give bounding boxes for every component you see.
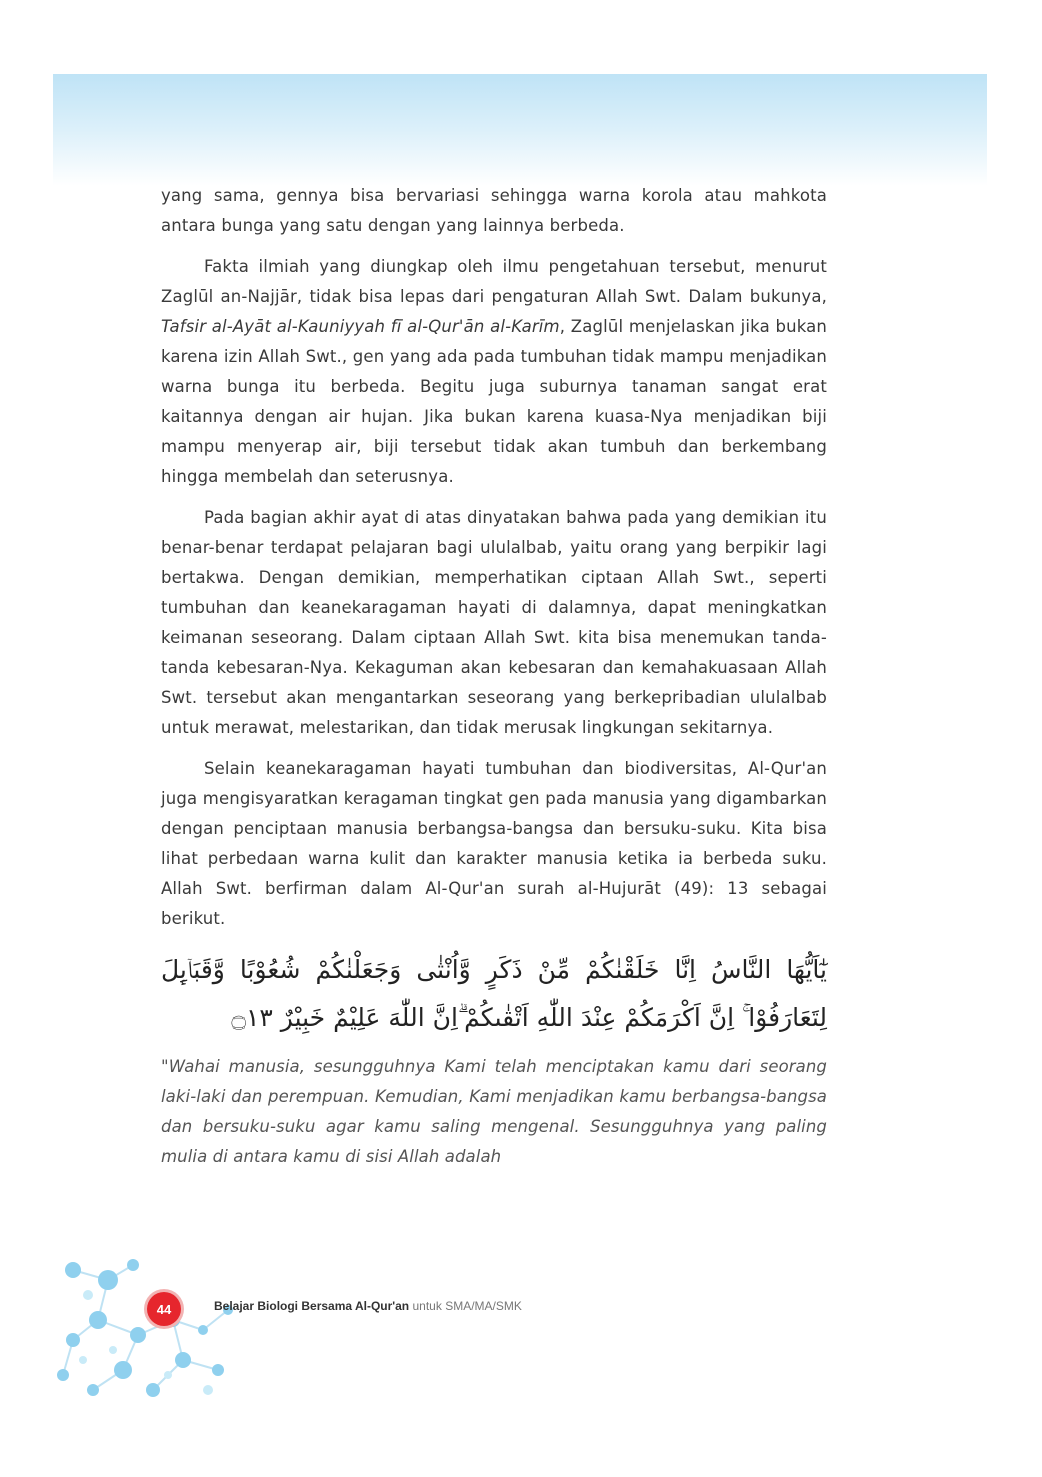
paragraph-2-start: Fakta ilmiah yang diungkap oleh ilmu pengetahuan tersebut, menurut Zaglūl an-Najjār, tidak bisa lepas dari pengaturan Allah Swt. Dalam bukunya,: [161, 257, 827, 306]
paragraph-4: Selain keanekaragaman hayati tumbuhan dan biodiversitas, Al-Qur'an juga mengisyaratkan keragaman tingkat gen pada manusia yang digambarkan dengan penciptaan manusia berbangsa-bangsa dan bersuku-suku. Kita bisa lihat perbedaan warna kulit dan karakter manusia ketika ia berbeda suku. Allah Swt. berfirman dalam Al-Qur'an surah al-Hujurāt (49): 13 sebagai berikut.: [161, 759, 827, 928]
paragraph-2: [161, 252, 827, 492]
footer-audience: SMA/MA/SMK: [445, 1299, 522, 1313]
molecule-decoration-icon: [53, 1250, 253, 1410]
quran-verse-arabic: يٰٓاَيُّهَا النَّاسُ اِنَّا خَلَقْنٰكُمْ مِّنْ ذَكَرٍ وَّاُنْثٰى وَجَعَلْنٰكُمْ شُعُوْبًا وَّقَبَاۤىِٕلَ لِتَعَارَفُوْا ۚ اِنَّ اَكْرَمَكُمْ عِنْدَ اللّٰهِ اَتْقٰىكُمْ ۗاِنَّ اللّٰهَ عَلِيْمٌ خَبِيْرٌ ۝١٣: [161, 955, 827, 1032]
header-gradient-band: [53, 74, 987, 186]
footer-running-title: [214, 1299, 522, 1313]
book-title-italic: Tafsir al-Ayāt al-Kauniyyah fī al-Qur'ān al-Karīm: [161, 317, 560, 336]
footer-book-title: Belajar Biologi Bersama Al-Qur'an: [214, 1299, 410, 1313]
verse-translation: "Wahai manusia, sesungguhnya Kami telah menciptakan kamu dari seorang laki-laki dan perempuan. Kemudian, Kami menjadikan kamu berbangsa-bangsa dan bersuku-suku agar kamu saling mengenal. Sesungguhnya yang paling mulia di antara kamu di sisi Allah adalah: [161, 1057, 827, 1166]
footer-audience-prefix: untuk: [412, 1299, 442, 1313]
page-number-badge: 44: [147, 1292, 181, 1326]
page-body: [161, 181, 827, 1183]
paragraph-3: Pada bagian akhir ayat di atas dinyatakan bahwa pada yang demikian itu benar-benar terdapat pelajaran bagi ululalbab, yaitu orang yang berpikir lagi bertakwa. Dengan demikian, memperhatikan ciptaan Allah Swt., seperti tumbuhan dan keanekaragaman hayati di dalamnya, dapat meningkatkan keimanan seseorang. Dalam ciptaan Allah Swt. kita bisa menemukan tanda-tanda kebesaran-Nya. Kekaguman akan kebesaran dan kemahakuasaan Allah Swt. tersebut akan mengantarkan seseorang yang berkepribadian ululalbab untuk merawat, melestarikan, dan tidak merusak lingkungan sekitarnya.: [161, 508, 827, 737]
paragraph-2-end: , Zaglūl menjelaskan jika bukan karena izin Allah Swt., gen yang ada pada tumbuhan tidak mampu menjadikan warna bunga itu berbeda. Begitu juga suburnya tanaman sangat erat kaitannya dengan air hujan. Jika bukan karena kuasa-Nya menjadikan biji mampu menyerap air, biji tersebut tidak akan tumbuh dan berkembang hingga membelah dan seterusnya.: [161, 317, 827, 486]
paragraph-1: yang sama, gennya bisa bervariasi sehingga warna korola atau mahkota antara bunga yang satu dengan yang lainnya berbeda.: [161, 186, 827, 235]
